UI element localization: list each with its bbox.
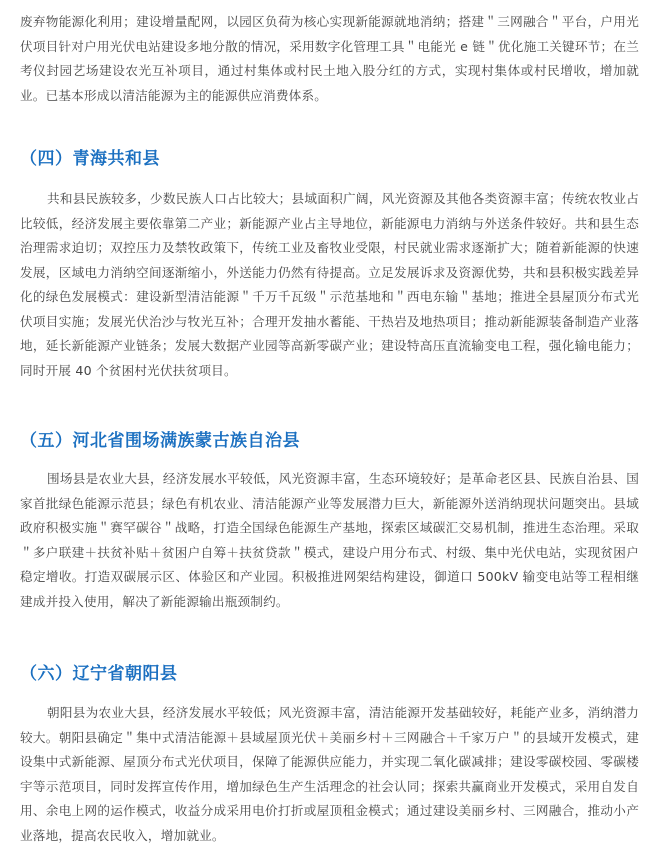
section-heading-qinghai-gonghe: （四）青海共和县 <box>20 149 160 169</box>
section-heading-liaoning-chaoyang: （六）辽宁省朝阳县 <box>20 664 178 684</box>
section-heading-hebei-weichang: （五）河北省围场满族蒙古族自治县 <box>20 431 300 451</box>
section-body-qinghai-gonghe: 共和县民族较多，少数民族人口占比较大；县域面积广阔，风光资源及其他各类资源丰富；传统农牧业占比较低，经济发展主要依靠第二产业；新能源产业占主导地位，新能源电力消纳与外送条件较好。共和县生态治理需求迫切；双控压力及禁牧政策下，传统工业及畜牧业受限，村民就业需求逐渐扩大；随着新能源的快速发展，区域电力消纳空间逐渐缩小，外送能力仍然有待提高。立足发展诉求及资源优势，共和县积极实践差异化的绿色发展模式：建设新型清洁能源＂千万千瓦级＂示范基地和＂西电东输＂基地；推进全县屋顶分布式光伏项目实施；发展光伏治沙与牧光互补；合理开发抽水蓄能、干热岩及地热项目；推动新能源装备制造产业落地，延长新能源产业链条；发展大数据产业园等高新零碳产业；建设特高压直流输变电工程，强化输电能力；同时开展 40 个贫困村光伏扶贫项目。 <box>20 191 639 378</box>
section-body-liaoning-chaoyang: 朝阳县为农业大县，经济发展水平较低；风光资源丰富，清洁能源开发基础较好，耗能产业多，消纳潜力较大。朝阳县确定＂集中式清洁能源＋县域屋顶光伏＋美丽乡村＋三网融合＋千家万户＂的县域开发模式，建设集中式新能源、屋顶分布式光伏项目，保障了能源供应能力，并实现二氧化碳减排；建设零碳校园、零碳楼宇等示范项目，同时发挥宣传作用，增加绿色生产生活理念的社会认同；探索共赢商业开发模式，采用自发自用、余电上网的运作模式，收益分成采用电价打折或屋顶租金模式；通过建设美丽乡村、三网融合，推动小产业落地，提高农民收入，增加就业。 <box>20 705 639 843</box>
intro-paragraph: 废弃物能源化利用；建设增量配网，以园区负荷为核心实现新能源就地消纳；搭建＂三网融合＂平台，户用光伏项目针对户用光伏电站建设多地分散的情况，采用数字化管理工具＂电能光 e 链＂优化施工关键环节；在兰考仪封园艺场建设农光互补项目，通过村集体或村民土地入股分红的方式，实现村集体或村民增收，增加就业。已基本形成以清洁能源为主的能源供应消费体系。 <box>20 14 639 103</box>
section-body-hebei-weichang: 围场县是农业大县，经济发展水平较低，风光资源丰富，生态环境较好；是革命老区县、民族自治县、国家首批绿色能源示范县；绿色有机农业、清洁能源产业等发展潜力巨大，新能源外送消纳现状问题突出。县域政府积极实施＂赛罕碳谷＂战略，打造全国绿色能源生产基地，探索区域碳汇交易机制，推进生态治理。采取＂多户联建＋扶贫补贴＋贫困户自筹＋扶贫贷款＂模式，建设户用分布式、村级、集中光伏电站，实现贫困户稳定增收。打造双碳展示区、体验区和产业园。积极推进网架结构建设，御道口 500kV 输变电站等工程相继建成并投入使用，解决了新能源输出瓶颈制约。 <box>20 471 639 609</box>
